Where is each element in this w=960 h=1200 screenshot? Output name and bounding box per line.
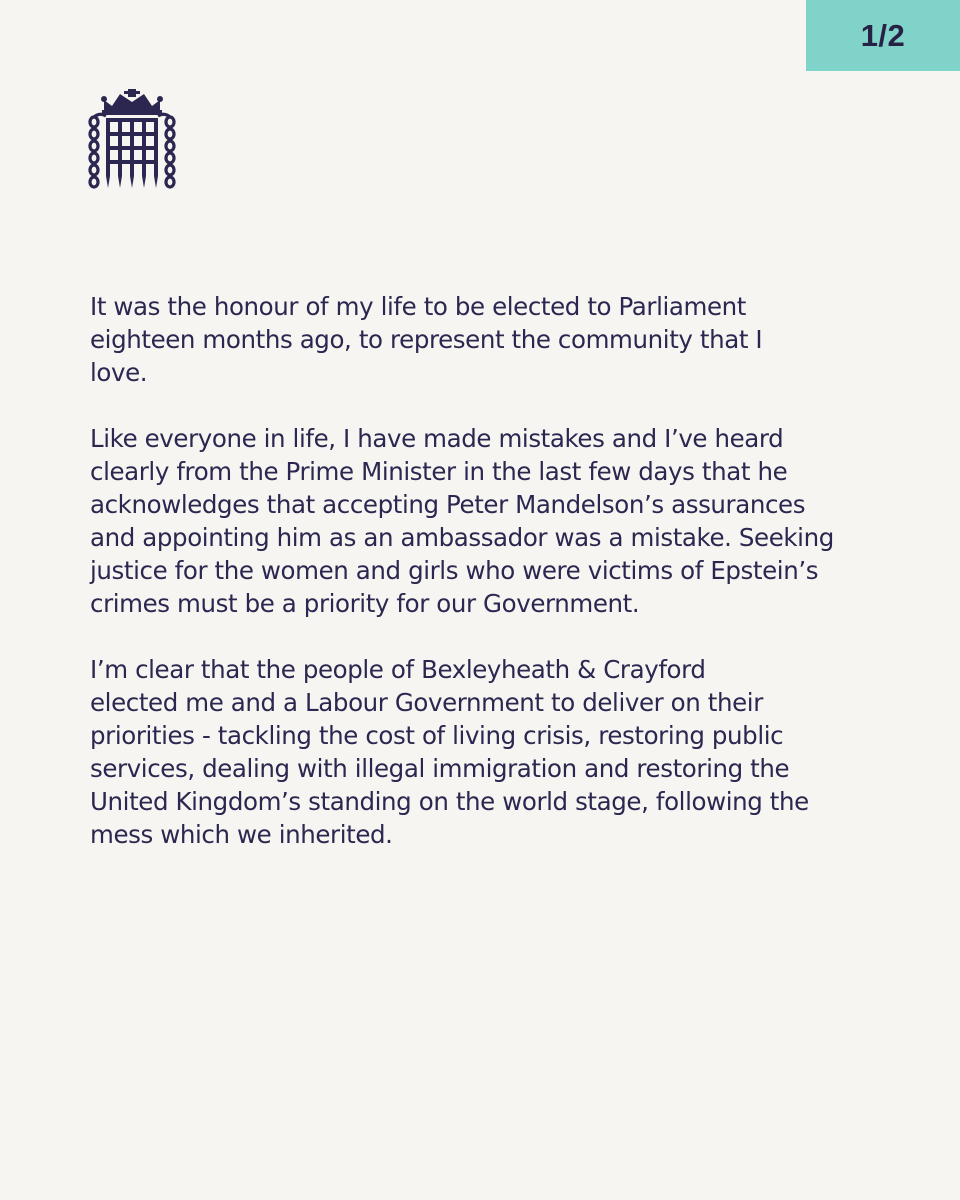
statement-line: United Kingdom’s standing on the world stage, following the <box>90 787 809 816</box>
page-indicator-badge <box>806 0 960 71</box>
statement-line: I’m clear that the people of Bexleyheath & Crayford <box>90 655 706 684</box>
portcullis-icon <box>86 88 178 192</box>
page-indicator: 1/2 <box>860 17 906 53</box>
statement-paragraph-2 <box>90 422 950 620</box>
statement-line: clearly from the Prime Minister in the last few days that he <box>90 457 788 486</box>
statement-paragraph-3 <box>90 653 950 851</box>
statement-line: priorities - tackling the cost of living crisis, restoring public <box>90 721 784 750</box>
statement-line: Like everyone in life, I have made mistakes and I’ve heard <box>90 424 784 453</box>
statement-line: and appointing him as an ambassador was a mistake. Seeking <box>90 523 834 552</box>
statement-body <box>90 290 950 884</box>
statement-paragraph-1 <box>90 290 950 389</box>
statement-line: It was the honour of my life to be elected to Parliament <box>90 292 746 321</box>
statement-line: mess which we inherited. <box>90 820 393 849</box>
statement-line: services, dealing with illegal immigration and restoring the <box>90 754 790 783</box>
statement-line: eighteen months ago, to represent the community that I <box>90 325 763 354</box>
statement-line: justice for the women and girls who were victims of Epstein’s <box>90 556 819 585</box>
statement-line: love. <box>90 358 148 387</box>
statement-line: crimes must be a priority for our Government. <box>90 589 640 618</box>
statement-line: acknowledges that accepting Peter Mandelson’s assurances <box>90 490 806 519</box>
statement-line: elected me and a Labour Government to deliver on their <box>90 688 763 717</box>
